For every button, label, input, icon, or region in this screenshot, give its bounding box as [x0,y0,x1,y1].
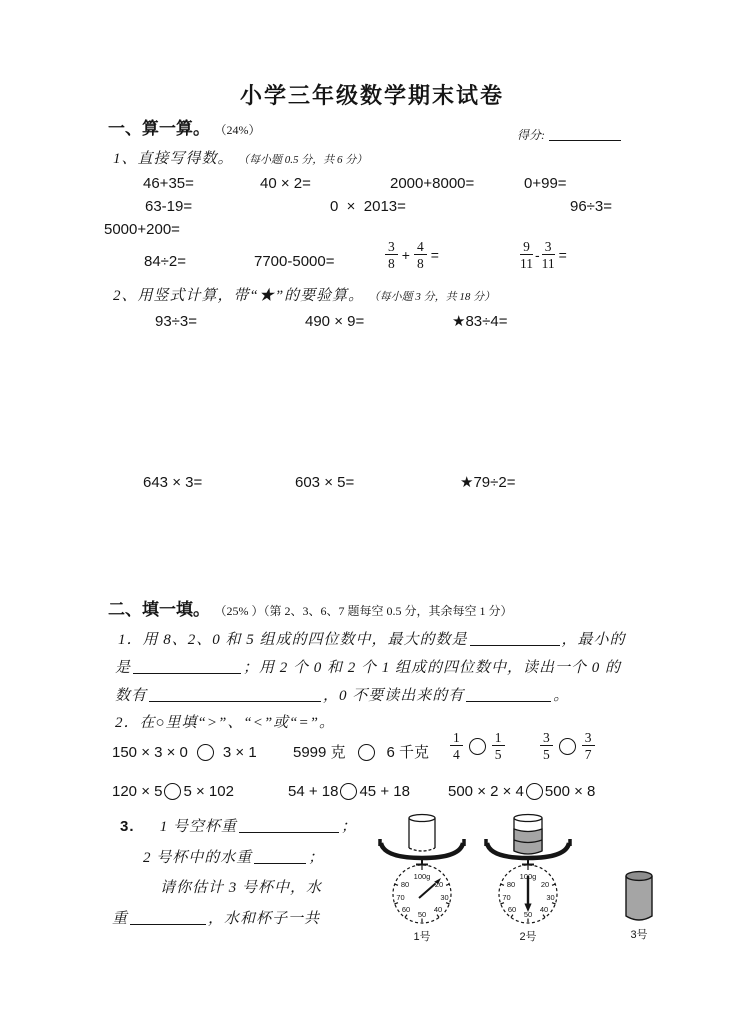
comparison-item [288,783,410,800]
fraction-denominator: 4 [453,747,460,763]
math-expression: 93÷3= [155,313,198,330]
text: 重 [112,911,129,927]
q1-note: （每小题 0.5 分，共 6 分） [237,154,368,166]
fraction-numerator: 1 [492,730,505,746]
dial-label-60: 60 [401,905,411,914]
scale-1-figure [376,813,476,945]
fraction-denominator: 5 [543,747,550,763]
dial-label-20: 20 [540,880,550,889]
dial-label-20: 20 [434,880,444,889]
comparison-item [450,730,505,762]
answer-blank [466,687,551,702]
section2-title: 二、填一填。 [108,600,210,620]
text: 1 号空杯重 [159,819,237,835]
page-title: 小学三年级数学期末试卷 [239,84,504,109]
compare-left: 5999 克 [293,744,346,761]
compare-right: 500 × 8 [544,783,596,800]
cup-caption: 3号 [630,929,648,941]
answer-blank [130,910,206,925]
text: ； [308,850,325,866]
comparison-item [448,783,595,800]
fraction-numerator: 9 [520,239,533,255]
fraction-denominator: 8 [388,256,395,272]
fraction [450,730,463,762]
fraction [540,730,553,762]
math-expression: 40 × 2= [260,175,311,192]
scale-caption: 2号 [519,931,537,943]
fraction-numerator: 3 [582,730,595,746]
score-label: 得分: [517,128,545,142]
comparison-circle [358,744,375,761]
fraction-numerator: 3 [542,239,555,255]
fraction-numerator: 3 [540,730,553,746]
fraction-denominator: 8 [416,256,424,272]
dial-needle [419,884,436,899]
fill-line [115,687,569,704]
answer-blank [149,687,321,702]
compare-left: 120 × 5 [112,783,163,800]
equals-sign: = [558,247,567,264]
compare-left: 54 + 18 [288,783,339,800]
cup-bottom [409,848,435,851]
comparison-item [112,744,257,761]
fraction [492,730,505,762]
fraction-expression [385,239,443,271]
score-blank [549,128,621,141]
q1-label: 1、直接写得数。 [113,151,234,167]
q3-number: 3. [120,818,135,835]
compare-right: 5 × 102 [183,783,234,800]
math-expression: 63-19= [145,198,193,215]
fraction [582,730,595,762]
cup-rim [409,815,435,822]
scale-caption: 1号 [413,931,431,943]
pan-ends [380,839,464,846]
section1-title: 一、算一算。 [108,119,210,139]
text: ； [340,819,357,835]
q3-line [143,849,324,866]
comparison-circle [559,738,576,755]
compare-left: 150 × 3 × 0 [112,744,188,761]
operator: + [401,247,410,264]
math-expression: 643 × 3= [143,474,203,491]
dial-label-80: 80 [506,880,516,889]
fraction-expression [520,239,571,271]
q2-label-row [113,288,495,304]
fraction [414,239,427,271]
math-expression: ★83÷4= [452,313,508,330]
fraction [520,239,533,271]
answer-blank [254,849,306,864]
dial-label-80: 80 [400,880,410,889]
comparison-item [293,744,429,761]
dial-label-40: 40 [539,905,549,914]
math-expression: 490 × 9= [305,313,365,330]
text: 是 [115,660,132,676]
math-expression: 603 × 5= [295,474,355,491]
section2-note: （25% ）（第 2、3、6、7 题每空 0.5 分，其余每空 1 分） [214,604,513,618]
equals-sign: = [430,247,439,264]
fill-line [115,659,621,676]
operator: - [535,247,540,264]
dial-label-50: 50 [523,910,533,919]
text: ；用 2 个 0 和 2 个 1 组成的四位数中，读出一个 0 的 [243,660,622,676]
math-expression: 84÷2= [144,253,187,270]
compare-right: 45 + 18 [359,783,410,800]
scale-pan [381,843,463,858]
q3-line [120,818,357,835]
comparison-item [540,730,595,762]
text: 1．用 8、2、0 和 5 组成的四位数中，最大的数是 [118,632,468,648]
text: ，水和杯子一共 [208,911,321,927]
comparison-circle [164,783,181,800]
q1-label-row [113,151,367,167]
text: 2 号杯中的水重 [143,850,253,866]
cup-rim [514,815,542,822]
answer-blank [133,659,241,674]
fraction [542,239,555,271]
compare-question-label: 2．在○里填“>”、“<”或“=”。 [115,715,335,731]
q2-note: （每小题 3 分，共 18 分） [368,291,496,303]
text: 数有 [115,688,148,704]
section1-heading [108,121,260,138]
dial-unit-label: 100g [519,872,537,881]
q3-line [112,910,320,927]
dial-label-60: 60 [507,905,517,914]
comparison-circle [340,783,357,800]
section2-heading [108,602,512,619]
answer-blank [239,818,339,833]
math-expression: 5000+200= [104,221,180,238]
compare-left: 500 × 2 × 4 [448,783,524,800]
comparison-circle [469,738,486,755]
dial-label-70: 70 [502,893,511,902]
answer-blank [470,631,560,646]
cup-body [626,876,652,920]
math-expression: 96÷3= [570,198,613,215]
fraction-denominator: 11 [541,256,555,272]
math-expression: 46+35= [143,175,194,192]
fraction [385,239,398,271]
section1-percent: （24%） [214,123,261,137]
text: ，最小的 [561,632,626,648]
fraction-denominator: 11 [520,256,533,272]
dial-unit-label: 100g [413,872,431,881]
compare-right: 6 千克 [386,744,430,761]
text: 。 [553,688,570,704]
fill-line [118,631,626,648]
q2-label: 2、用竖式计算，带“★”的要验算。 [113,288,365,304]
text: ，0 不要读出来的有 [323,688,465,704]
comparison-circle [526,783,543,800]
dial-label-40: 40 [433,905,443,914]
q3-line: 请你估计 3 号杯中，水 [160,880,323,896]
dial-label-30: 30 [440,893,449,902]
fraction-denominator: 5 [494,747,502,763]
dial-label-50: 50 [417,910,427,919]
fraction-denominator: 7 [584,747,592,763]
fraction-numerator: 3 [385,239,398,255]
math-expression: 7700-5000= [254,253,335,270]
cup-sides [409,818,435,848]
math-expression: 0+99= [524,175,567,192]
scale-2-figure [482,813,582,945]
dial-label-70: 70 [396,893,405,902]
math-expression: 0 × 2013= [330,198,406,215]
comparison-circle [197,744,214,761]
fraction-numerator: 1 [450,730,463,746]
cup-3-figure [612,867,672,945]
math-expression: 2000+8000= [390,175,475,192]
score-row [517,127,621,143]
compare-right: 3 × 1 [222,744,257,761]
dial-label-30: 30 [546,893,555,902]
comparison-item [112,783,234,800]
fraction-numerator: 4 [414,239,427,255]
math-expression: ★79÷2= [460,474,516,491]
cup-top [626,872,652,881]
